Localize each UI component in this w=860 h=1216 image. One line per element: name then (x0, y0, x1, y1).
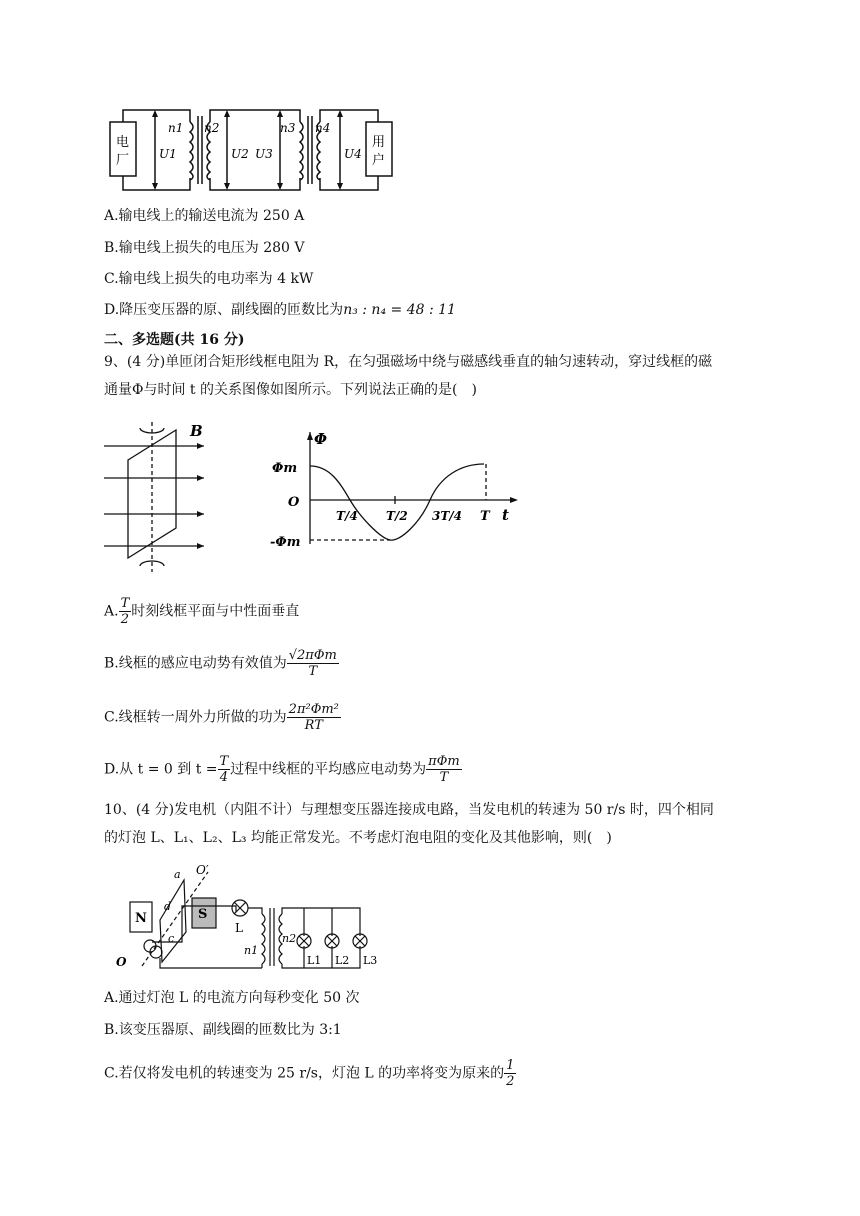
n4-label: n4 (315, 121, 331, 135)
n1-primary-label: n1 (244, 944, 259, 957)
u3-label: U3 (255, 147, 273, 161)
generator-transformer-figure (112, 862, 384, 976)
phi-max-label: Φm (272, 461, 298, 476)
q8-option-d-formula: n₃ : n₄ = 48 : 11 (343, 302, 456, 318)
user-label-2: 户 (372, 153, 386, 168)
q9-stem-line2: 通量Φ与时间 t 的关系图像如图所示。下列说法正确的是( ) (104, 382, 477, 398)
neg-phi-max-label: -Φm (270, 535, 301, 550)
fraction-half-period: $\frac{T}{2}$ (120, 596, 130, 627)
section-heading: 二、多选题(共 16 分) (104, 332, 245, 348)
q8-option-d (104, 300, 456, 320)
lamp-l2-label: L2 (335, 954, 350, 967)
q9-option-c: C.线框转一周外力所做的功为 $\frac{\text{2π²Φm²}}{RT}$ (104, 702, 339, 733)
q10-stem-line1: 10、(4 分)发电机（内阻不计）与理想变压器连接成电路，当发电机的转速为 50 r/s 时，四个相同 (104, 802, 714, 818)
lamp-l1-label: L1 (307, 954, 322, 967)
n3-label: n3 (280, 121, 296, 135)
o-prime-label: O′ (196, 863, 209, 877)
q9-option-b: B.线框的感应电动势有效值为 $\frac{\text{√2πΦm}}{T}$ (104, 648, 337, 679)
q8-option-b: B.输电线上损失的电压为 280 V (104, 240, 305, 256)
t-axis-label: t (502, 506, 509, 524)
lamp-l-label: L (235, 921, 243, 935)
q10-option-a: A.通过灯泡 L 的电流方向每秒变化 50 次 (104, 990, 360, 1006)
tick-three-quarter-period: 3T/4 (432, 509, 463, 523)
coil-in-field-figure (100, 416, 220, 576)
fraction-half: $\frac{1}{2}$ (506, 1058, 515, 1089)
fraction-effective-emf: $\frac{\text{√2πΦm}}{T}$ (288, 648, 337, 679)
q8-option-c: C.输电线上损失的电功率为 4 kW (104, 271, 314, 287)
c-label: c (168, 932, 175, 945)
q9-stem-line1: 9、(4 分)单匝闭合矩形线框电阻为 R，在匀强磁场中绕与磁感线垂直的轴匀速转动，穿过线框的磁 (104, 354, 713, 370)
tick-full-period: T (480, 509, 490, 524)
q9-option-d: D.从 t = 0 到 t = $\frac{T}{4}$ 过程中线框的平均感应电动势为 $\frac{\text{πΦm}}{T}$ (104, 754, 460, 785)
u4-label: U4 (344, 147, 362, 161)
user-label-1: 用 (372, 135, 386, 150)
origin-label: O (288, 495, 300, 510)
phi-axis-label: Φ (314, 430, 328, 448)
transmission-circuit-figure (100, 104, 410, 196)
q10-option-c: C.若仅将发电机的转速变为 25 r/s，灯泡 L 的功率将变为原来的 $\frac{1}{2}$ (104, 1058, 515, 1089)
n2-label: n2 (204, 121, 220, 135)
o-label: O (116, 955, 127, 969)
q8-option-a: A.输电线上的输送电流为 250 A (104, 208, 305, 224)
n-pole-label: N (135, 911, 147, 926)
q10-stem-line2: 的灯泡 L、L₁、L₂、L₃ 均能正常发光。不考虑灯泡电阻的变化及其他影响，则( ) (104, 830, 612, 846)
u1-label: U1 (159, 147, 177, 161)
flux-curve (310, 464, 484, 540)
n2-secondary-label: n2 (282, 932, 297, 945)
q9-option-a: A. $\frac{T}{2}$ 时刻线框平面与中性面垂直 (104, 596, 300, 627)
q10-option-b: B.该变压器原、副线圈的匝数比为 3:1 (104, 1022, 342, 1038)
tick-quarter-period: T/4 (336, 509, 358, 523)
flux-time-graph (270, 428, 530, 574)
fraction-work: $\frac{\text{2π²Φm²}}{RT}$ (288, 702, 339, 733)
fraction-average-emf: $\frac{\text{πΦm}}{T}$ (428, 754, 460, 785)
b-field-label: B (190, 422, 203, 440)
u2-label: U2 (231, 147, 249, 161)
s-pole-label: S (198, 907, 208, 922)
plant-label-1: 电 (116, 135, 130, 150)
plant-label-2: 厂 (116, 153, 130, 168)
n1-label: n1 (168, 121, 184, 135)
tick-half-period: T/2 (386, 509, 408, 523)
lamp-l3-label: L3 (363, 954, 378, 967)
fraction-quarter-period: $\frac{T}{4}$ (219, 754, 229, 785)
d-label: d (164, 900, 172, 913)
a-label: a (174, 868, 181, 881)
q8-option-d-text: D.降压变压器的原、副线圈的匝数比为 (104, 302, 344, 318)
